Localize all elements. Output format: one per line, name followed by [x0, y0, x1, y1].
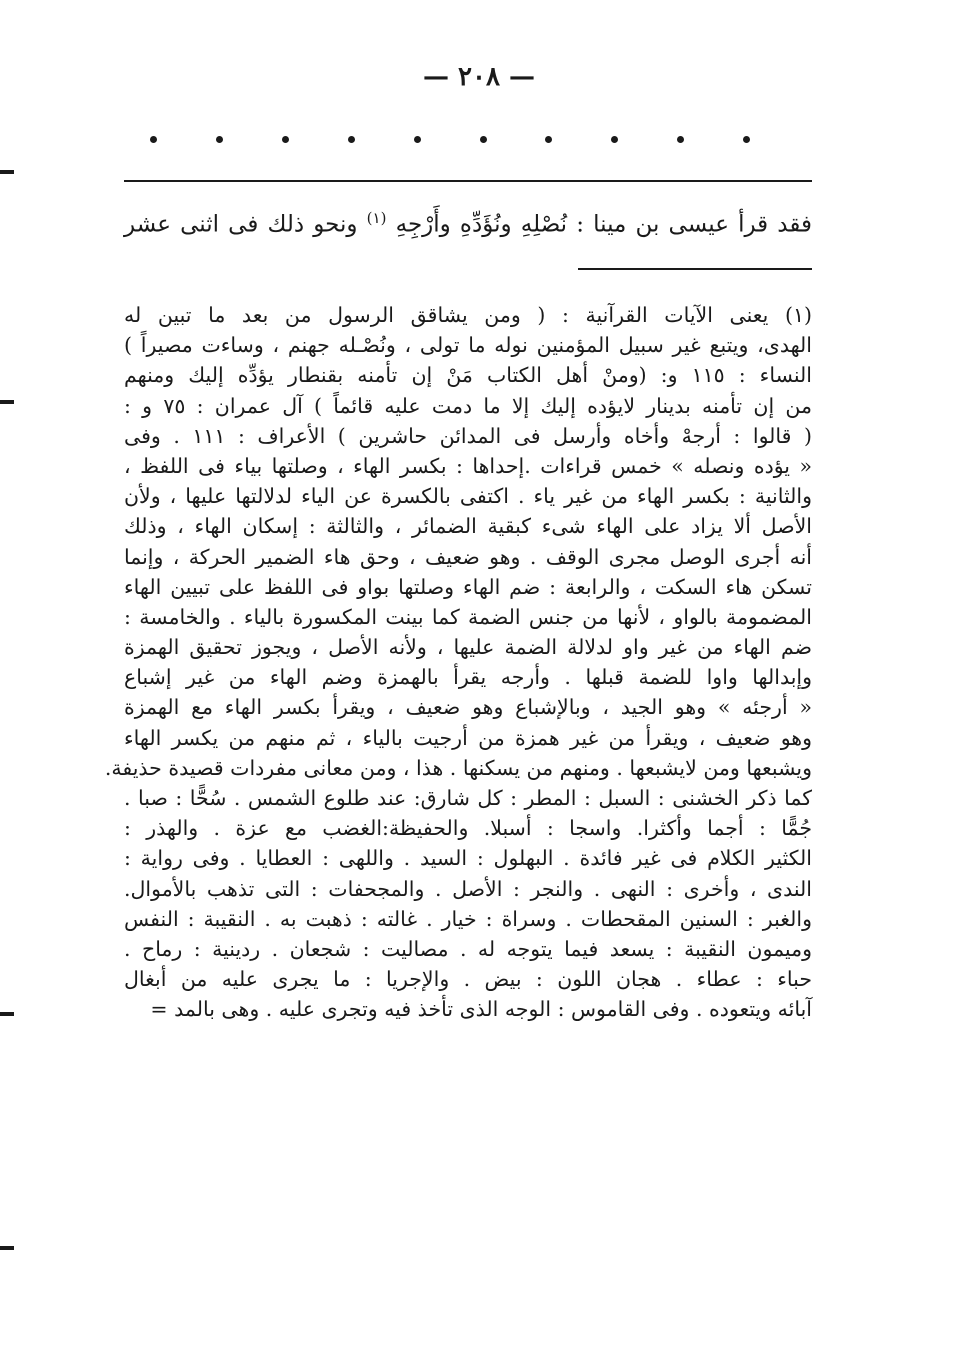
- ornament-dot: [545, 136, 552, 143]
- footnote-line: « يؤده ونصله » خمس قراءات .إحداها : بكسر الهاء ، وصلتها بياء فى اللفظ ،: [124, 453, 812, 478]
- ornament-dot: [677, 136, 684, 143]
- footnote-block: [104, 300, 812, 1025]
- footnote-line: آبائه ويتعوده . وفى القاموس : الوجه الذى تأخذ فيه وتجرى عليه . وهى بالمد =: [150, 997, 812, 1022]
- footnote-line: والغبر : السنين المقحطات . وسراة : خيار . غالته : ذهبت به . النقيبة : النفس: [124, 906, 812, 931]
- page-number: — ٢٠٨ —: [422, 62, 536, 92]
- edge-mark: [0, 1012, 14, 1016]
- ornament-dot: [480, 136, 487, 143]
- footnote-line: المضمومة بالواو ، لأنها من جنس الضمة كما بينت المكسورة بالياء . والخامسة :: [124, 604, 812, 629]
- footnote-line: الكثير الكلام فى غير فائدة . البهلول : السيد . واللهى : العطايا . وفى رواية :: [124, 846, 812, 871]
- footnote-line: ( قالوا : أرجهْ وأخاه وأرسل فى المدائن حاشرين ) الأعراف : ١١١ . وفى: [124, 423, 812, 448]
- footnote-line: تسكن هاء السكت ، والرابعة : ضم الهاء وصلتها بواو فى اللفظ على تبيين الهاء: [124, 574, 812, 599]
- footnote-line: ويشبعها ومن لايشبعها . ومنهم من يسكنها . هذا ، ومن معانى مفردات قصيدة حذيفة.: [104, 755, 812, 780]
- footnote-rule: [578, 268, 812, 270]
- edge-mark: [0, 170, 14, 174]
- ornament-dot: [348, 136, 355, 143]
- edge-mark: [0, 1246, 14, 1250]
- footnote-line: (١) يعنى الآيات القرآنية : ( ومن يشاقق الرسول من بعد ما تبين له: [124, 303, 812, 327]
- footnote-line: « أرجئه » وهو الجيد ، وبالإشباع وهو ضعيف ، ويقرأ بكسر الهاء مع الهمزة: [124, 695, 812, 720]
- footnote-line: النساء : ١١٥ و: (ومنْ أهل الكتاب مَنْ إن تأمنه بقنطار يؤدِّه إليك ومنهم: [124, 363, 812, 388]
- top-rule: [124, 180, 812, 182]
- main-text-before-ref: فقد قرأ عيسى بن مينا : نُصْلِهِ ونُؤَدِّهِ وأَرْجِهِ: [395, 211, 813, 238]
- footnote-line: أنه أجرى الوصل مجرى الوقف . وهو ضعيف ، وحق هاء الضمير الحركة ، وإنما: [124, 544, 812, 569]
- footnote-line: حباء : عطاء . هجان اللون : بيض . والإجريا : ما يجرى عليه من أبغال: [124, 967, 812, 992]
- footnote-line: جُمًّا : أجما وأكثرا. واسجا : أسبلا. والحفيظة:الغضب مع عزة . والهذر :: [124, 816, 812, 841]
- footnote-reference: (١): [366, 209, 387, 227]
- main-text-after-ref: ونحو ذلك فى اثنى عشر: [124, 211, 358, 238]
- ornament-dot: [282, 136, 289, 143]
- ornament-dot: [216, 136, 223, 143]
- footnote-line: وميمون النقيبة : يسعد فيما يتوجه له . مصاليت : شجعان . ردينية : رماح .: [124, 936, 812, 961]
- ornament-dots: [150, 136, 750, 143]
- edge-mark: [0, 400, 14, 404]
- ornament-dot: [743, 136, 750, 143]
- footnote-line: الأصل ألا يزاد على الهاء شىء كبقية الضمائر ، والثالثة : إسكان الهاء ، وذلك: [124, 514, 812, 539]
- footnote-line: وهو ضعيف ، ويقرأ من غير همزة من أرجيت بالياء ، ثم منهم من يكسر الهاء: [124, 725, 812, 750]
- footnote-line: وإبدالها واوا للضمة قبلها . وأرجه يقرأ بالهمزة وضم الهاء من غير إشباع: [124, 665, 812, 690]
- footnote-line: ضم الهاء من غير واو لدلالة الضمة عليها ، ولأنه الأصل ، ويجوز تحقيق الهمزة: [124, 635, 812, 660]
- ornament-dot: [611, 136, 618, 143]
- footnote-line: كما ذكر الخشنى : السبل : المطر : كل شارق: عند طلوع الشمس . سُحًّا : صبا .: [124, 786, 812, 810]
- footnote-line: الندى ، وأخرى : النهى . والنجر : الأصل . والمجحفات : التى تذهب بالأموال.: [124, 876, 812, 901]
- footnote-line: من إن تأمنه بدينار لايؤده إليك إلا ما دمت عليه قائماً ) آل عمران : ٧٥ و :: [124, 393, 812, 418]
- main-text-line: [124, 198, 812, 245]
- footnote-line: الهدى، ويتبع غير سبيل المؤمنين نوله ما تولى ، ونُصْـله جهنم ، وساءت مصيراً ): [124, 333, 812, 358]
- ornament-dot: [414, 136, 421, 143]
- footnote-line: والثانية : بكسر الهاء من غير ياء . اكتفى بالكسرة عن الياء لدلالتها عليها ، ولأن: [124, 484, 812, 509]
- ornament-dot: [150, 136, 157, 143]
